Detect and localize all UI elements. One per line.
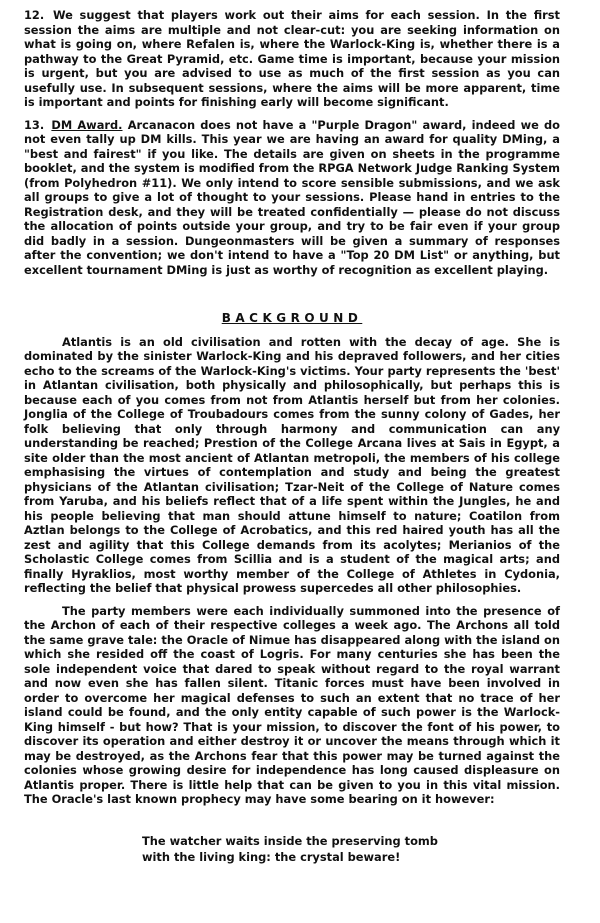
prophecy-verse [142,833,560,865]
item-12-number: 12. [24,8,45,22]
background-paragraph-1: Atlantis is an old civilisation and rotten with the decay of age. She is dominated by the sinister Warlock-King and his depraved followers, and her cities echo to the screams of the Warlock-King's victims. Your party represents the 'best' in Atlantan civilisation, both physically and philosophically, but perhaps this is because each of you comes from not from Atlantis herself but from her colonies. Jonglia of the College of Troubadours comes from the sunny colony of Gades, her folk believing that only through harmony and communication can any understanding be reached; Prestion of the College Arcana lives at Sais in Egypt, a site older than the most ancient of Atlantan metropoli, the members of his college emphasising the virtues of contemplation and study and being the greatest physicians of the Atlantan civilisation; Tzar-Neit of the College of Nature comes from Yaruba, and his beliefs reflect that of a life spent within the Jungles, he and his people believing that man should attune himself to nature; Coatilon from Aztlan belongs to the College of Acrobatics, and this red haired youth has all the zest and agility that this College demands from its acolytes; Merianios of the Scholastic College comes from Scillia and is a student of the magical arts; and finally Hyraklios, most worthy member of the College of Athletes in Cydonia, reflecting the belief that physical prowess supercedes all other philosophies. [24,334,560,595]
background-heading: BACKGROUND [221,311,363,325]
document-page [24,8,560,865]
prophecy-line-2: with the living king: the crystal beware! [142,849,401,864]
item-13-heading: DM Award. [51,117,123,132]
item-13-paragraph [24,118,560,278]
item-12-paragraph [24,8,560,110]
item-13-number: 13. [24,117,45,132]
item-13-text: Arcanacon does not have a "Purple Dragon" award, indeed we do not even tally up DM kills. This year we are having an award for quality DMing, a "best and fairest" if you like. The details are given on sheets in the programme booklet, and the system is modified from the RPGA Network Judge Ranking System (from Polyhedron #11). We only intend to score sensible submissions, and we ask all groups to give a lot of thought to your sessions. Please hand in entries to the Registration desk, and they will be treated confidentially — please do not discuss the allocation of points outside your group, and try to be fair even if your group did badly in a session. Dungeonmasters will be given a summary of responses after the convention; we don't intend to have a "Top 20 DM List" or anything, but excellent tournament DMing is just as worthy of recognition as excellent playing. [24,117,561,277]
prophecy-line-1: The watcher waits inside the preserving tomb [142,833,438,848]
background-paragraph-2: The party members were each individually summoned into the presence of the Archon of each of their respective colleges a week ago. The Archons all told the same grave tale: the Oracle of Nimue has disappeared along with the island on which she resided off the coast of Logris. For many centuries she has been the sole independent voice that dared to speak without regard to the royal warrant and now even she has fallen silent. Titanic forces must have been involved in order to overcome her magical defenses to such an extent that no trace of her island could be found, and the only entity capable of such power is the Warlock-King himself - but how? That is your mission, to discover the font of his power, to discover its operation and either destroy it or uncover the means through which it may be destroyed, as the Archons fear that this power may be turned against the colonies whose growing desire for independence has long caused displeasure on Atlantis proper. There is little help that can be given to you in this vital mission. The Oracle's last known prophecy may have some bearing on it however: [24,603,560,806]
item-12-text: We suggest that players work out their aims for each session. In the first session the aims are multiple and not clear-cut: you are seeking information on what is going on, where Refalen is, where the Warlock-King is, whether there is a pathway to the Great Pyramid, etc. Game time is important, because your mission is urgent, but you are advised to use as much of the first session as you can usefully use. In subsequent sessions, where the aims will be more apparent, time is important and points for finishing early will become significant. [24,8,560,109]
